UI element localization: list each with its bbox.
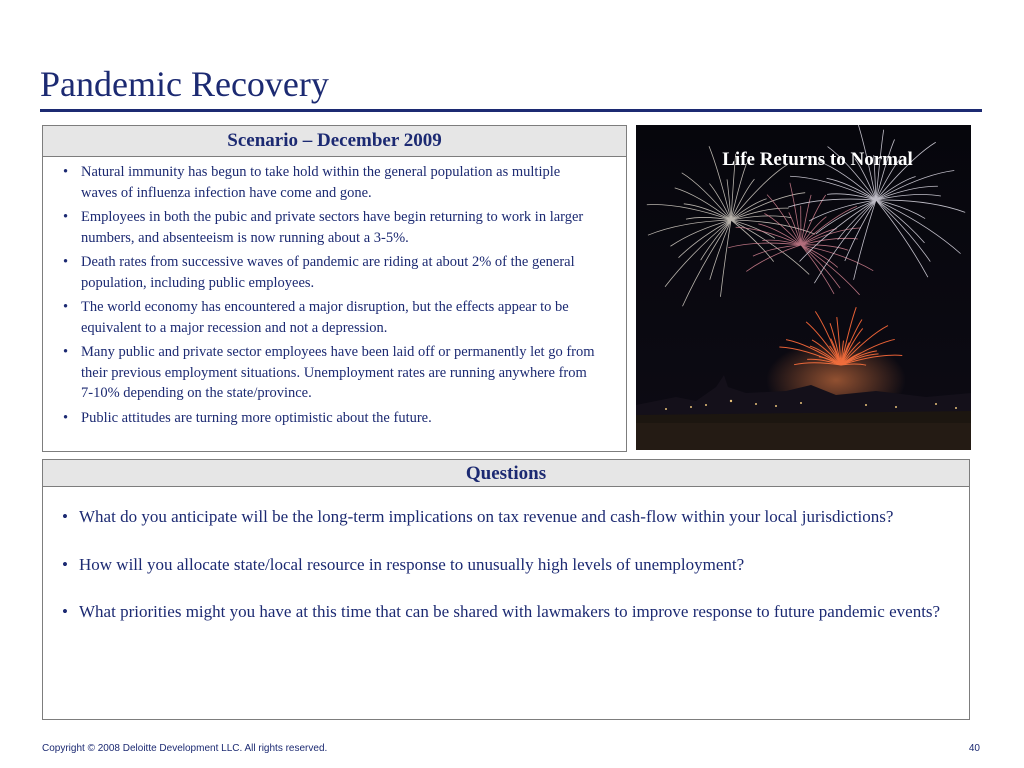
scenario-bullet: • Employees in both the pubic and private sectors have begin returning to work in larger numbers, and absenteeism is now running about a 3-5%. (81, 207, 598, 248)
questions-panel (42, 459, 970, 720)
footer-copyright: Copyright © 2008 Deloitte Development LLC. All rights reserved. (42, 743, 328, 754)
fireworks-photo (636, 125, 971, 450)
title-divider (40, 109, 982, 112)
scenario-heading: Scenario – December 2009 (43, 126, 626, 157)
scenario-bullet: • Public attitudes are turning more optimistic about the future. (81, 408, 598, 429)
scenario-bullet: • Natural immunity has begun to take hold within the general population as multiple waves of influenza infection have come and gone. (81, 162, 598, 203)
questions-list (43, 487, 969, 624)
scenario-bullet: • Many public and private sector employees have been laid off or permanently let go from their previous employment situations. Unemployment rates are running anywhere from 7-10% depending on the state/province. (81, 342, 598, 404)
photo-caption: Life Returns to Normal (722, 149, 913, 170)
page-title: Pandemic Recovery (40, 64, 329, 104)
question-bullet: • What do you anticipate will be the long-term implications on tax revenue and cash-flow within your local jurisdictions? (79, 505, 941, 529)
fireworks-image (636, 125, 971, 450)
question-bullet: • How will you allocate state/local resource in response to unusually high levels of unemployment? (79, 553, 941, 577)
scenario-bullet: • Death rates from successive waves of pandemic are riding at about 2% of the general population, including public employees. (81, 252, 598, 293)
scenario-bullet: • The world economy has encountered a major disruption, but the effects appear to be equivalent to a major recession and not a depression. (81, 297, 598, 338)
scenario-panel (42, 125, 627, 452)
question-bullet: • What priorities might you have at this time that can be shared with lawmakers to improve response to future pandemic events? (79, 600, 941, 624)
questions-heading: Questions (43, 460, 969, 487)
page-number: 40 (968, 743, 980, 754)
scenario-list (43, 157, 626, 428)
